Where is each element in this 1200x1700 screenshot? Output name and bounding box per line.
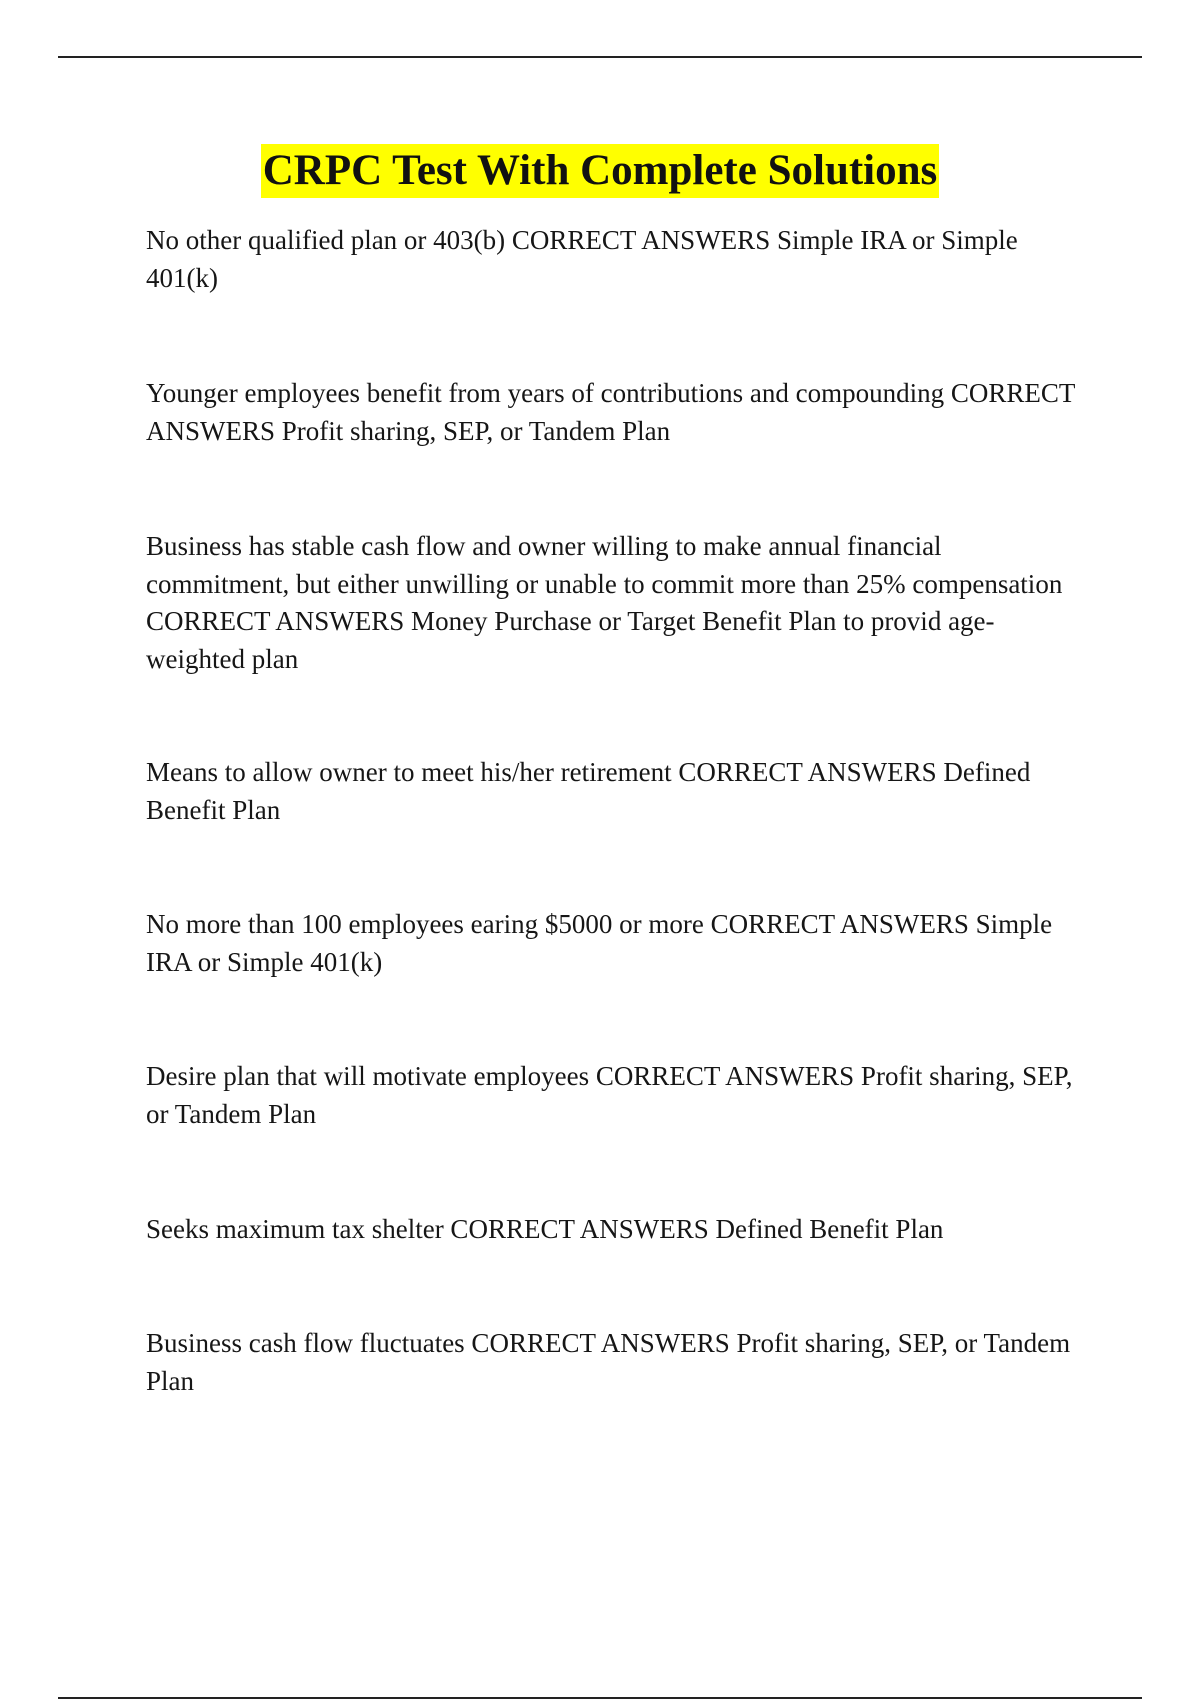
document-title: CRPC Test With Complete Solutions — [261, 144, 940, 198]
qa-item-4: Means to allow owner to meet his/her retirement CORRECT ANSWERS Defined Benefit Plan — [146, 757, 1031, 825]
qa-item-2: Younger employees benefit from years of contributions and compounding CORRECT ANSWERS Profit sharing, SEP, or Tandem Plan — [146, 378, 1075, 446]
bottom-rule — [58, 1697, 1142, 1699]
qa-item-5: No more than 100 employees earing $5000 or more CORRECT ANSWERS Simple IRA or Simple 401(k) — [146, 909, 1053, 977]
qa-item-1: No other qualified plan or 403(b) CORRECT ANSWERS Simple IRA or Simple 401(k) — [146, 225, 1018, 293]
qa-item-7: Seeks maximum tax shelter CORRECT ANSWERS Defined Benefit Plan — [146, 1214, 944, 1244]
qa-item-8: Business cash flow fluctuates CORRECT ANSWERS Profit sharing, SEP, or Tandem Plan — [146, 1328, 1071, 1396]
title-container — [0, 144, 1200, 198]
top-rule — [58, 56, 1142, 58]
qa-item-6: Desire plan that will motivate employees CORRECT ANSWERS Profit sharing, SEP, or Tandem Plan — [146, 1061, 1073, 1129]
qa-item-3: Business has stable cash flow and owner willing to make annual financial commitment, but either unwilling or unable to commit more than 25% compensation CORRECT ANSWERS Money Purchase or Target Benefit Plan to provid age-weighted plan — [146, 531, 1063, 674]
